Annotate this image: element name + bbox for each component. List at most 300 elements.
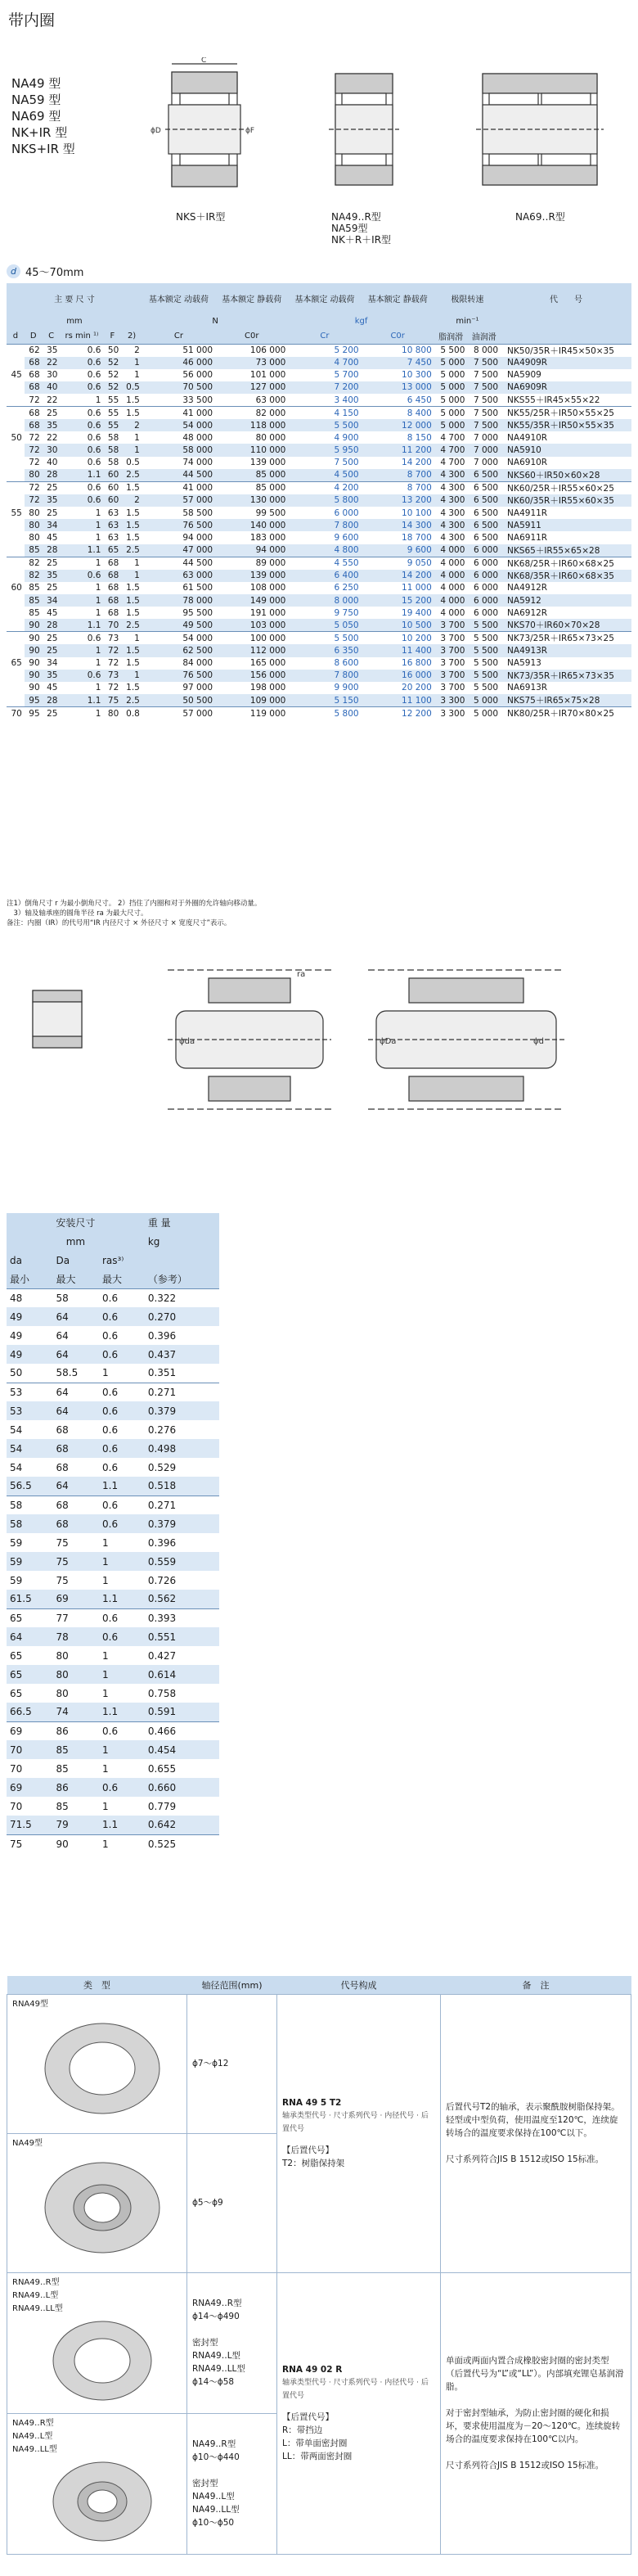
type-item: NA49 型 — [11, 76, 61, 91]
type-item: NA59 型 — [11, 92, 61, 107]
C0r-cell: 130 000 — [215, 494, 288, 507]
Da-max-cell: 64 — [56, 1329, 69, 1342]
header-unit-mm: mm — [7, 313, 142, 329]
C-cell: 25 — [47, 508, 58, 518]
Cr-cell: 84 000 — [182, 658, 213, 669]
Cr-kgf-cell: 5 700 — [334, 370, 359, 381]
D-cell: 82 — [25, 570, 43, 582]
Da-max-cell: 86 — [53, 1721, 100, 1740]
grease-speed-cell: 4 700 — [434, 444, 468, 456]
oil-speed-cell: 6 500 — [467, 469, 501, 482]
bore-diameter-cell — [7, 531, 25, 544]
bearing-code-cell: NA5911 — [501, 519, 631, 531]
Cr-kgf-cell: 9 600 — [334, 532, 359, 543]
bearing-code-cell: NK73/25R＋IR65×73×25 — [501, 632, 631, 645]
table-row — [7, 481, 631, 494]
table-row — [7, 1571, 219, 1590]
C0r-cell: 101 000 — [249, 370, 286, 381]
ra-max-cell: 0.6 — [99, 1383, 145, 1401]
oil-speed-cell: 7 000 — [473, 432, 499, 443]
table-row — [7, 1514, 219, 1533]
oil-speed-cell: 7 500 — [467, 407, 501, 420]
C0r-kgf-cell: 10 300 — [402, 370, 432, 381]
bore-diameter-cell — [7, 407, 25, 420]
C-cell: 35 — [43, 670, 61, 682]
bore-diameter-cell — [7, 670, 25, 682]
Cr-cell: 78 000 — [142, 594, 215, 607]
da-min-cell: 54 — [7, 1439, 53, 1458]
grease-speed-cell: 3 700 — [434, 644, 468, 656]
da-min-cell: 70 — [7, 1740, 53, 1759]
oil-speed-cell: 5 000 — [467, 707, 501, 720]
F-cell: 80 — [103, 707, 121, 720]
rs-cell: 0.6 — [87, 432, 101, 443]
Cr-cell: 50 500 — [142, 694, 215, 707]
rs-cell: 0.6 — [87, 458, 101, 468]
Da-max-cell: 85 — [53, 1740, 100, 1759]
rs-cell: 1 — [60, 557, 103, 570]
type-label: NA49型 — [12, 2138, 43, 2148]
rs-cell: 0.6 — [60, 444, 103, 456]
grease-speed-cell: 5 000 — [440, 370, 465, 381]
header-ref: （参考） — [145, 1270, 219, 1288]
da-min-cell: 71.5 — [7, 1816, 53, 1834]
ra-max-cell: 1 — [99, 1834, 145, 1853]
type-item: NKS+IR 型 — [11, 142, 75, 156]
table-row — [7, 1627, 219, 1646]
grease-speed-cell: 3 300 — [434, 707, 468, 720]
table-row — [7, 1345, 219, 1364]
sup-cell: 1 — [121, 444, 142, 456]
C-cell: 22 — [47, 432, 58, 443]
dimension-range-text: 45～70mm — [25, 267, 84, 279]
Cr-cell: 74 000 — [182, 458, 213, 468]
sup-cell: 1 — [121, 557, 142, 570]
bore-diameter-cell: 60 — [11, 583, 22, 593]
table-row — [7, 644, 631, 656]
ra-max-cell: 0.6 — [99, 1514, 145, 1533]
Da-max-cell: 64 — [53, 1383, 100, 1401]
header-type: 类 型 — [7, 1976, 187, 1994]
suffix-title: 【后置代号】 — [282, 2412, 334, 2422]
bearing-diagram-na49r — [311, 57, 425, 208]
D-cell: 80 — [25, 519, 43, 531]
C0r-kgf-cell: 16 800 — [402, 658, 432, 669]
D-cell: 90 — [25, 670, 43, 682]
header-unit-kgf: kgf — [288, 313, 434, 329]
header-max1: 最大 — [53, 1270, 100, 1288]
da-min-cell: 49 — [7, 1307, 53, 1326]
ra-max-cell: 1.1 — [99, 1590, 145, 1608]
D-cell: 85 — [25, 594, 43, 607]
C0r-cell: 100 000 — [215, 632, 288, 645]
C0r-cell: 165 000 — [249, 658, 286, 669]
rs-cell: 0.6 — [60, 419, 103, 431]
range-cell: RNA49‥R型 ϕ14～ϕ490 密封型 RNA49‥L型 RNA49‥LL型 ϕ14～ϕ58 — [187, 2272, 277, 2413]
grease-speed-cell: 5 500 — [434, 344, 468, 357]
Cr-cell: 61 500 — [182, 583, 213, 593]
table-row — [7, 357, 631, 369]
mass-cell: 0.322 — [145, 1288, 219, 1307]
F-cell: 68 — [103, 594, 121, 607]
D-cell: 80 — [25, 469, 43, 482]
type-item: NK+IR 型 — [11, 125, 68, 140]
oil-speed-cell: 7 000 — [467, 444, 501, 456]
F-cell: 55 — [103, 407, 121, 420]
table-notes — [7, 899, 261, 928]
C-cell: 30 — [43, 444, 61, 456]
bore-diameter-cell — [7, 457, 25, 469]
mass-cell: 0.396 — [147, 1536, 177, 1549]
bearing-code-cell: NKS70＋IR60×70×28 — [501, 619, 631, 632]
mass-cell: 0.591 — [145, 1703, 219, 1721]
rs-cell: 0.6 — [60, 381, 103, 394]
table-row — [7, 1552, 219, 1571]
oil-speed-cell: 7 500 — [473, 395, 499, 405]
header-oil: 油润滑 — [467, 329, 501, 344]
code-label: 轴承类型代号 — [282, 2112, 327, 2120]
Cr-kgf-cell: 7 500 — [334, 458, 359, 468]
header-rs: rs min ¹⁾ — [60, 329, 103, 344]
Cr-cell: 57 000 — [142, 707, 215, 720]
bore-diameter-cell — [7, 381, 25, 394]
mass-cell: 0.379 — [145, 1401, 219, 1420]
rs-cell: 1.1 — [60, 694, 103, 707]
bearing-code-cell: NKS60＋IR50×60×28 — [501, 469, 631, 482]
ra-max-cell: 1 — [102, 1687, 109, 1699]
header-basic-sta2: 基本额定 静载荷 — [362, 283, 434, 313]
header-grease: 脂润滑 — [434, 329, 468, 344]
Da-max-cell: 68 — [56, 1423, 69, 1436]
Da-max-cell: 64 — [53, 1477, 100, 1496]
C0r-cell: 99 500 — [255, 508, 286, 518]
F-cell: 52 — [107, 370, 119, 381]
Cr-cell: 70 500 — [142, 381, 215, 394]
C0r-kgf-cell: 10 100 — [402, 508, 432, 518]
bore-diameter-cell — [7, 519, 25, 531]
table-row — [7, 682, 631, 694]
C0r-kgf-cell: 7 450 — [362, 357, 434, 369]
C-cell: 45 — [47, 607, 58, 618]
C0r-cell: 139 000 — [249, 458, 286, 468]
F-cell: 63 — [103, 519, 121, 531]
C0r-kgf-cell: 11 000 — [402, 583, 432, 593]
rs-cell: 1.1 — [60, 619, 103, 632]
bearing-code-cell: NA5912 — [501, 594, 631, 607]
D-cell: 90 — [25, 644, 43, 656]
rs-cell: 1.1 — [60, 469, 103, 482]
sup-cell: 1.5 — [121, 644, 142, 656]
grease-speed-cell: 3 700 — [440, 683, 465, 693]
F-cell: 65 — [103, 544, 121, 557]
Da-max-cell: 85 — [56, 1800, 69, 1812]
D-cell: 82 — [25, 557, 43, 570]
Cr-kgf-cell: 7 800 — [288, 670, 361, 682]
mass-cell: 0.396 — [147, 1329, 177, 1342]
bore-diameter-cell — [7, 682, 25, 694]
bore-diameter-cell — [7, 444, 25, 456]
C-cell: 45 — [47, 683, 58, 693]
Cr-cell: 58 000 — [142, 444, 215, 456]
bore-diameter-cell — [7, 632, 25, 645]
code-struct-cell: RNA 49 02 R 轴承类型代号 · 尺寸系列代号 · 内径代号 · 后置代号 【后置代号】 R：带挡边 L：带单面密封圈 LL：带两面密封圈 — [277, 2272, 441, 2554]
table-row — [7, 570, 631, 582]
bore-diameter-cell — [7, 644, 25, 656]
table-row — [7, 1608, 219, 1627]
code-label: 尺寸系列代号 — [333, 2379, 378, 2387]
grease-speed-cell: 4 700 — [440, 458, 465, 468]
table-row — [7, 1383, 219, 1401]
type-label: NA49‥R型 NA49‥L型 NA49‥LL型 — [12, 2418, 57, 2454]
ra-max-cell: 1 — [102, 1649, 109, 1662]
oil-speed-cell: 5 500 — [467, 670, 501, 682]
sup-cell: 1.5 — [126, 607, 140, 618]
C0r-kgf-cell: 12 200 — [362, 707, 434, 720]
da-min-cell: 65 — [10, 1687, 23, 1699]
C0r-kgf-cell: 20 200 — [402, 683, 432, 693]
Da-max-cell: 90 — [53, 1834, 100, 1853]
header-Cr: Cr — [142, 329, 215, 344]
Da-max-cell: 68 — [53, 1496, 100, 1514]
C-cell: 28 — [43, 694, 61, 707]
F-cell: 58 — [103, 444, 121, 456]
code-label: 内径代号 — [384, 2379, 415, 2387]
oil-speed-cell: 5 500 — [473, 683, 499, 693]
mass-cell: 0.525 — [145, 1834, 219, 1853]
rs-cell: 1 — [95, 658, 101, 669]
ra-max-cell: 0.6 — [99, 1401, 145, 1420]
C0r-cell: 139 000 — [215, 570, 288, 582]
range-cell: NA49‥R型 ϕ10～ϕ440 密封型 NA49‥L型 NA49‥LL型 ϕ10～ϕ50 — [187, 2413, 277, 2554]
C-cell: 25 — [43, 481, 61, 494]
sup-cell: 1 — [121, 670, 142, 682]
D-cell: 72 — [29, 432, 40, 443]
C0r-cell: 118 000 — [215, 419, 288, 431]
mass-cell: 0.614 — [145, 1665, 219, 1684]
C-cell: 35 — [43, 344, 61, 357]
Cr-kgf-cell: 5 800 — [288, 707, 361, 720]
F-cell: 68 — [103, 570, 121, 582]
C0r-cell: 85 000 — [215, 469, 288, 482]
table-row — [7, 670, 631, 682]
C0r-cell: 127 000 — [215, 381, 288, 394]
da-min-cell: 65 — [7, 1665, 53, 1684]
rs-cell: 0.6 — [60, 407, 103, 420]
C0r-cell: 82 000 — [215, 407, 288, 420]
table-row — [7, 1401, 219, 1420]
header-unit-min: min⁻¹ — [434, 313, 501, 329]
sup-cell: 1.5 — [126, 395, 140, 405]
D-cell: 95 — [25, 707, 43, 720]
table-row — [7, 1439, 219, 1458]
table-row — [7, 457, 631, 469]
table-row — [7, 657, 631, 670]
type-list — [11, 75, 75, 157]
table-row — [7, 407, 631, 420]
type-label: RNA49型 — [12, 1999, 48, 2009]
Cr-cell: 44 500 — [142, 557, 215, 570]
header-F: F — [103, 329, 121, 344]
table-row — [7, 1721, 219, 1740]
type-cell — [7, 1994, 187, 2133]
bore-diameter-cell: 65 — [11, 658, 22, 669]
Cr-cell: 41 000 — [142, 407, 215, 420]
mass-cell: 0.271 — [145, 1496, 219, 1514]
Cr-kgf-cell: 4 550 — [288, 557, 361, 570]
mass-cell: 0.276 — [147, 1423, 177, 1436]
C-cell: 34 — [43, 519, 61, 531]
sup-cell: 2.5 — [121, 619, 142, 632]
Da-max-cell: 64 — [53, 1401, 100, 1420]
table-row — [7, 707, 631, 720]
bore-diameter-cell — [7, 394, 25, 407]
table-row — [7, 1533, 219, 1552]
Da-max-cell: 58.5 — [56, 1367, 79, 1379]
rs-cell: 1 — [60, 519, 103, 531]
F-cell: 58 — [107, 458, 119, 468]
Cr-kgf-cell: 6 400 — [288, 570, 361, 582]
Da-max-cell: 80 — [56, 1649, 69, 1662]
bearing-code-cell: NK60/25R＋IR55×60×25 — [501, 481, 631, 494]
da-min-cell: 61.5 — [7, 1590, 53, 1608]
mass-cell: 0.642 — [145, 1816, 219, 1834]
Cr-cell: 46 000 — [142, 357, 215, 369]
Cr-cell: 76 500 — [142, 519, 215, 531]
C-cell: 25 — [47, 583, 58, 593]
grease-speed-cell: 4 000 — [434, 544, 468, 557]
header-ra: ras³⁾ — [99, 1251, 145, 1270]
rs-cell: 1 — [60, 707, 103, 720]
ra-max-cell: 1 — [102, 1800, 109, 1812]
bearing-code-cell: NA4909R — [501, 357, 631, 369]
mount-ra-label: ra — [297, 970, 306, 979]
oil-speed-cell: 5 500 — [473, 658, 499, 669]
oil-speed-cell: 7 500 — [467, 419, 501, 431]
da-min-cell: 49 — [10, 1329, 23, 1342]
F-cell: 63 — [107, 532, 119, 543]
C0r-cell: 156 000 — [215, 670, 288, 682]
ra-max-cell: 1 — [99, 1740, 145, 1759]
C0r-kgf-cell: 11 200 — [362, 444, 434, 456]
ra-max-cell: 1.1 — [99, 1816, 145, 1834]
C-cell: 25 — [43, 557, 61, 570]
mounting-diagram-na49 — [160, 954, 339, 1129]
F-cell: 73 — [103, 670, 121, 682]
mass-cell: 0.758 — [147, 1687, 177, 1699]
D-cell: 90 — [29, 683, 40, 693]
Cr-cell: 58 500 — [182, 508, 213, 518]
D-cell: 85 — [29, 583, 40, 593]
D-cell: 68 — [25, 419, 43, 431]
da-min-cell: 58 — [7, 1496, 53, 1514]
mass-cell: 0.437 — [145, 1345, 219, 1364]
type-cell — [7, 2413, 187, 2554]
C0r-cell: 198 000 — [249, 683, 286, 693]
sup-cell: 1 — [134, 432, 140, 443]
da-min-cell: 56.5 — [7, 1477, 53, 1496]
Da-max-cell: 58 — [53, 1288, 100, 1307]
oil-speed-cell: 6 000 — [467, 557, 501, 570]
code-label: 尺寸系列代号 — [333, 2112, 378, 2120]
D-cell: 80 — [29, 508, 40, 518]
table-row — [7, 1684, 219, 1703]
Cr-cell: 57 000 — [142, 494, 215, 507]
table-row — [7, 607, 631, 619]
Cr-kgf-cell: 7 800 — [288, 519, 361, 531]
header-inst-mm: mm — [7, 1232, 145, 1251]
da-min-cell: 48 — [7, 1288, 53, 1307]
mass-cell: 0.427 — [147, 1649, 177, 1662]
sup-cell: 1.5 — [121, 519, 142, 531]
bearing-3d-icon — [12, 2011, 176, 2126]
header-inst-kg: kg — [145, 1232, 219, 1251]
F-cell: 72 — [107, 683, 119, 693]
header-D: D — [25, 329, 43, 344]
Cr-cell: 41 000 — [142, 481, 215, 494]
dim-c-label: C — [201, 57, 207, 65]
figure-label-line: NA49‥R型 — [331, 211, 381, 223]
da-min-cell: 70 — [10, 1800, 23, 1812]
table-row — [7, 1364, 219, 1383]
D-cell: 68 — [25, 407, 43, 420]
grease-speed-cell: 4 300 — [440, 532, 465, 543]
table-row — [7, 1816, 219, 1834]
ra-max-cell: 0.6 — [102, 1329, 119, 1342]
Da-max-cell: 75 — [53, 1552, 100, 1571]
range-cell: ϕ7～ϕ12 — [187, 1994, 277, 2133]
table-row — [7, 1458, 219, 1477]
suffix-text: R：带挡边 L：带单面密封圈 LL：带两面密封圈 — [282, 2425, 353, 2461]
Da-max-cell: 78 — [53, 1627, 100, 1646]
bore-diameter-cell — [7, 344, 25, 357]
installation-table — [7, 1213, 219, 1853]
sup-cell: 1.5 — [126, 683, 140, 693]
da-min-cell: 59 — [10, 1536, 23, 1549]
header-basic-sta: 基本额定 静载荷 — [215, 283, 288, 313]
grease-speed-cell: 5 000 — [434, 357, 468, 369]
Cr-kgf-cell: 5 150 — [288, 694, 361, 707]
F-cell: 73 — [103, 632, 121, 645]
sup-cell: 1.5 — [126, 532, 140, 543]
ra-max-cell: 1 — [102, 1367, 109, 1379]
Da-max-cell: 74 — [53, 1703, 100, 1721]
figure-label-na49r — [331, 211, 391, 246]
oil-speed-cell: 5 500 — [467, 619, 501, 632]
header-C0r: C0r — [215, 329, 288, 344]
Da-max-cell: 68 — [53, 1514, 100, 1533]
rs-cell: 1 — [95, 508, 101, 518]
C0r-kgf-cell: 16 000 — [362, 670, 434, 682]
type-label: RNA49‥R型 RNA49‥L型 RNA49‥LL型 — [12, 2277, 63, 2313]
C0r-kgf-cell: 8 400 — [362, 407, 434, 420]
da-min-cell: 65 — [10, 1649, 23, 1662]
header-Da: Da — [53, 1251, 100, 1270]
rs-cell: 1 — [95, 395, 101, 405]
C0r-kgf-cell: 14 200 — [402, 458, 432, 468]
ra-max-cell: 1 — [99, 1665, 145, 1684]
F-cell: 58 — [107, 432, 119, 443]
rs-cell: 0.6 — [60, 570, 103, 582]
note-line: 3）轴及轴承座的圆角半径 ra 为最大尺寸。 — [7, 909, 148, 918]
oil-speed-cell: 6 500 — [473, 508, 499, 518]
table-row — [7, 1740, 219, 1759]
Da-max-cell: 68 — [53, 1439, 100, 1458]
Cr-kgf-cell: 4 700 — [288, 357, 361, 369]
bearing-code-cell: NA4913R — [501, 644, 631, 656]
da-min-cell: 70 — [10, 1762, 23, 1775]
header-code-struct: 代号构成 — [277, 1976, 441, 1994]
table-row — [7, 632, 631, 645]
